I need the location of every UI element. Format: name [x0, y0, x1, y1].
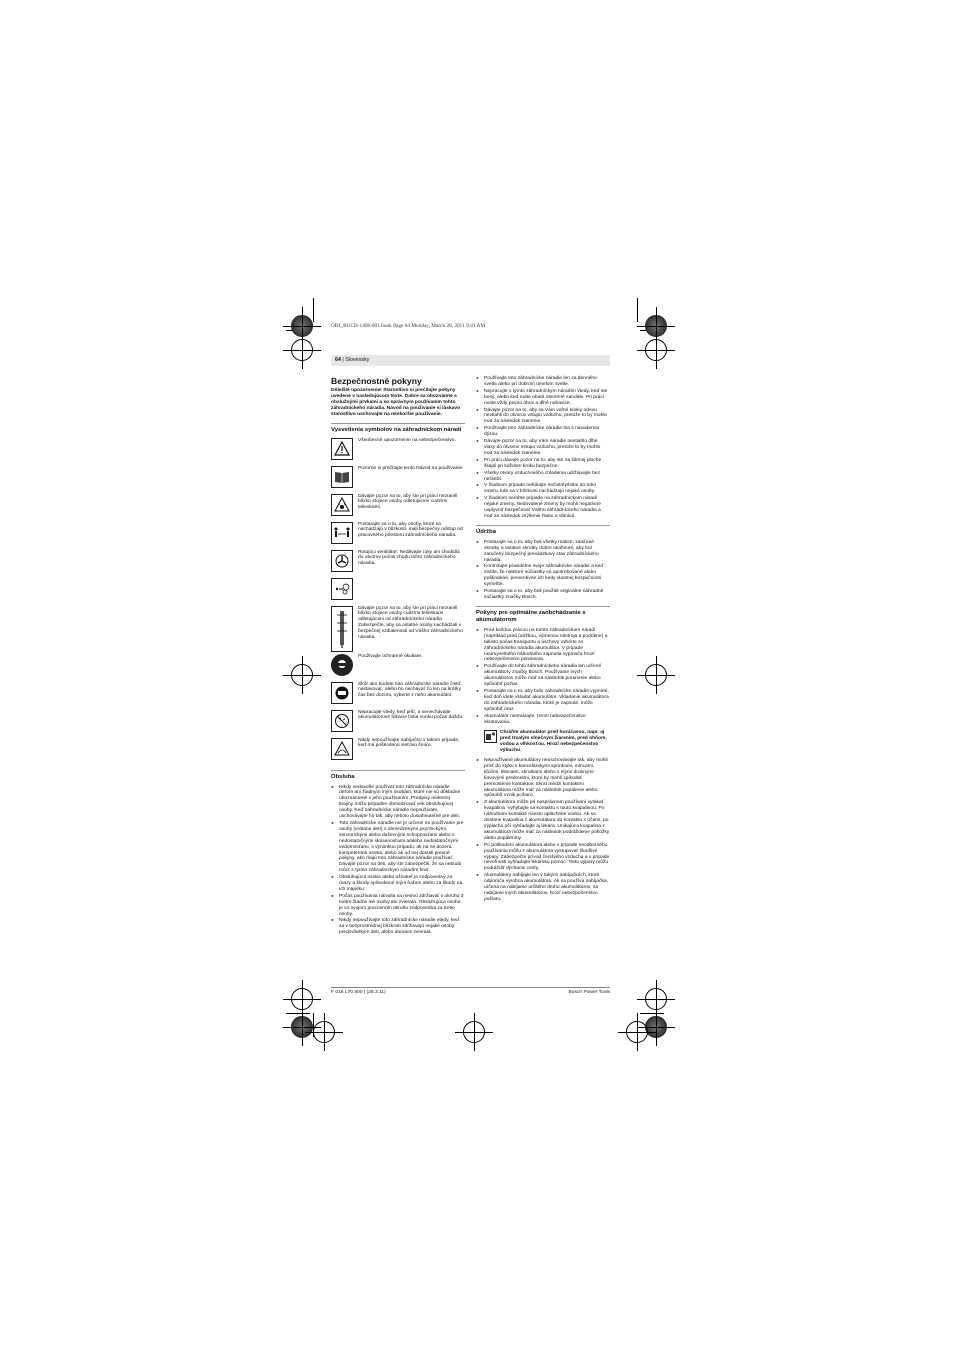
- crop-mark: [640, 1013, 664, 1014]
- list-item: ► Toto záhradnícke náradie nie je určené na používanie pre osoby (vrátane detí) s obmedzenými psychickými, senzorickými alebo duševnými schopnosťami alebo s nedostatočnými skúsenosťami a/alebo nedostatočnými vedomosťami, s výnimkou prípadu, ak na ne dozerá kompetentná osoba, alebo ak od nej dostali presné pokyny, ako majú toto záhradnícke náradie používať. Dávajte pozor na deti, aby ste zabezpečili, že sa nebudú môcť s týmto záhradníckym náradím hrať.: [331, 821, 465, 874]
- list-item: ► Kontrolujte pravidelne svoje záhradnícke náradie a keď zistíte, že niektoré súčiastky sú opotrebované alebo poškodené, preventívne ich kedy vlastnej bezpečnosti vymeňte.: [476, 564, 610, 588]
- list-item: ► Akumulátor neotvárajte. Hrozí nebezpečenstvo skratovania.: [476, 714, 610, 726]
- crop-mark: [313, 298, 314, 322]
- list-item: ► Obsluhujúca osoba alebo užívateľ je zodpovedný za úrazy a škody spôsobené iným ľuďom alebo za škody na ich majetku.: [331, 875, 465, 893]
- battery-heading: Pokyny pre optimálne zaobchádzanie s akumulátorom: [476, 606, 610, 624]
- list-item: ► Používajte do tohto záhradníckeho náradia len určené akumulátory značky Bosch. Používanie iných akumulátorov môže mať za následok poranenie alebo spôsobiť požiar.: [476, 664, 610, 688]
- symbol-text: Nikdy nepoužívajte nabíjačku v takom prípade, keď má poškodenú sieťovú šnúru.: [358, 737, 460, 749]
- list-item: ► Dávajte pozor na to, aby sa Vám voľné kúsky odevu nevtiahli do otvorov vstupu vzduchu, pretože to by mohlo mať za následok zranenie.: [476, 408, 610, 426]
- operation-list: [331, 785, 465, 937]
- list-item: ► Postarajte sa o to, aby boli všetky matice, zaisťané skrutky a ostatné skrutky dobre utiahnuté, aby bol zaručený bezpečný prevádzkový stav záhradníckeho náradia.: [476, 540, 610, 564]
- registration-mark-icon: [645, 988, 667, 1010]
- crop-mark: [637, 298, 638, 322]
- manual-icon: [331, 466, 353, 488]
- symbol-row: [331, 438, 465, 464]
- registration-mark-icon: [645, 664, 667, 686]
- registration-mark-icon: [645, 339, 667, 361]
- symbol-text: Dávajte pozor na to, aby ste pri práci nezranili blízko stojace osoby odletujúcimi cudzími telieskami.: [358, 493, 458, 511]
- list-item: ► Nikdy nedovoľte používať toto záhradnícke náradie deťom ani žiadnym iným osobám, ktoré nie sú dôkladne oboznámené s jeho používaním. Predpisy niektorej krajiny môžu prípadne obmedzovať vek obsluhujúcej osoby. Keď záhradnícke náradie nepoužívate, uschovávajte ho tak, aby nebolo dosiahnuteľné pre deti.: [331, 785, 465, 820]
- list-item: ► Počas používania náradia sa nesmú zdržiavať v okruhu 3 metre žiadne iné osoby ani zvieratá. Obsluhujúca osoba je so svojom pracovnom okruhu zodpovedná za tretie osoby.: [331, 894, 465, 918]
- operation-heading: Obsluha: [331, 770, 465, 781]
- symbol-row: [331, 550, 465, 576]
- damaged-cord-icon: [331, 738, 353, 760]
- nozzle-icon: [331, 578, 353, 600]
- symbol-row: [331, 466, 465, 492]
- general-list: [476, 376, 610, 520]
- symbol-text: Nepracujte vtedy, keď prší, a nenechávajte akumulátorové fúkacie lístia vonku počas dažďa.: [358, 709, 464, 721]
- symbol-text: Postarajte sa o to, aby osoby, ktoré sa nachádzajú v blízkosti, mali bezpečný odstup od pracovného priestoru záhradníckeho náradia.: [358, 521, 463, 539]
- no-wet-leaves-icon: [331, 710, 353, 732]
- list-item: ► Po poškodení akumulátora alebo v prípade neodborného používania môžu z akumulátora vystupovať škodlivé výpary. Zabezpečte prívod čerstvého vzduchu a v prípade nevoľnosti vyhľadajte lekársku pomoc. Tieto výpary môžu podráždiť dýchacie cesty.: [476, 843, 610, 873]
- symbol-row: [331, 606, 465, 652]
- list-item: ► Nikdy nepoužívajte toto záhradnícke náradie vtedy, keď sa v bezprostrednej blízkosti zdržiavajú nejaké osoby, predovšetkým deti, alebo domáce zvieratá.: [331, 918, 465, 936]
- list-item: ► V žiadnom prípade nefúkajte nečistoty/lístie do toho smeru, kde sa v blízkosti nachádzajú nejaké osoby.: [476, 483, 610, 495]
- maintenance-list: [476, 540, 610, 601]
- symbol-row: [331, 522, 465, 548]
- keep-distance-icon: [331, 522, 353, 544]
- battery-warning-text: Chráňte akumulátor pred horúčavou, napr. aj pred trvalým slnečným žiarením, pred ohňom, vodou a vlhkosťou. Hrozí nebezpečenstvo výbuchu.: [500, 730, 607, 754]
- symbol-text: Používajte ochranné okuliare.: [358, 653, 423, 659]
- footer-rule: [331, 987, 610, 988]
- page-number: 64: [335, 357, 341, 363]
- left-column: [331, 376, 465, 941]
- battery-list: [476, 628, 610, 726]
- symbol-text: Dávajte pozor na to, aby ste pri práci nezranili blízko stojace osoby cudzími telieskami odletujúcimi od záhradníckeho náradia. Zabezpečte, aby sa ostatné osoby nachádzali v bezpečnej vzdialenosti od Vášho záhradníckeho náradia.: [358, 605, 463, 641]
- list-item: ► Postarajte sa o to, aby boli použité originálne náhradné súčiastky značky Bosch.: [476, 589, 610, 601]
- symbol-row: [331, 494, 465, 520]
- unplug-icon: [331, 682, 353, 704]
- list-item: ► Nepracujte s týmto záhradníckym náradím vtedy, keď ste bosý, alebo keď máte obuté otvorené sandále. Pri práci noste vždy pevnú obuv a dlhé nohavice.: [476, 389, 610, 407]
- footer-doc-number: F 016 L70 800 | (28.3.11): [331, 990, 386, 995]
- right-column: [476, 376, 610, 908]
- registration-mark-icon: [291, 664, 313, 686]
- symbol-text: Všeobecné upozornenie na nebezpečenstvo.: [358, 437, 456, 443]
- list-item: ► Z akumulátora môže pri nesprávnom používaní vytekať kvapalina. Vyhýbajte sa kontaktu s touto kvapalinou. Po náhodnom kontakte miesto opláchnite vodou. Ak sa dostane kvapalina z akumulátora do kontaktu s očami, po výplachu očí vyhľadajte aj lekára. Unikajúca kvapalina z akumulátora môže mať za následok podráždenie pokožky alebo popáleniny.: [476, 800, 610, 841]
- list-item: ► Pred každou prácou na tomto záhradníckom náradí (napríklad pred údržbou, výmenou nástroja a podobne) a takisto počas transportu a úschovy vyberte zo záhradníckeho náradia akumulátor. V prípade neúmyselného náhodného zapnutia vypínača hrozí nebezpečenstvo poranenia.: [476, 628, 610, 663]
- crop-mark: [286, 1013, 310, 1014]
- registration-mark-icon: [313, 1021, 335, 1043]
- symbol-row: [331, 710, 465, 736]
- protective-glasses-icon: [331, 654, 353, 676]
- list-item: ► V žiadnom nerobte prípade na záhradníckom náradí nejaké zmeny. Nedovolené zmeny by mohli negatívne ovplyvniť bezpečnosť Vášho záhradníckeho náradia a mať za následok zvýšenie hluku a vibrácií.: [476, 496, 610, 520]
- footer-brand: Bosch Power Tools: [568, 990, 610, 995]
- header-language: Slovensky: [345, 357, 370, 363]
- symbol-row: [331, 738, 465, 764]
- intro-text: Dôležité upozornenie! Starostlivo si prečítajte pokyny uvedené v nasledujúcom texte. Dobre sa oboznámte s obslužnými prvkami a so správnym používaním tohto záhradníckeho náradia. Návod na používanie si láskavo starostlivo uschovajte na neskoršie používanie.: [331, 388, 461, 417]
- battery-warning: [484, 730, 610, 754]
- symbol-row: [331, 682, 465, 708]
- heat-warning-icon: [484, 730, 497, 743]
- registration-mark-icon: [291, 1016, 313, 1038]
- registration-mark-icon: [626, 1021, 648, 1043]
- symbol-row: [331, 578, 465, 604]
- registration-mark-icon: [291, 988, 313, 1010]
- flying-debris-icon: [331, 494, 353, 516]
- list-item: ► Používajte toto záhradnícke náradie iba s nasadenou dýzou.: [476, 426, 610, 438]
- rotating-fan-icon: [331, 550, 353, 572]
- list-item: ► Postarajte sa o to, aby bolo záhradnícke náradie vypnuté, keď doň idete vkladať akumulátor. Vkladanie akumulátora do záhradníckeho náradia, ktoré je zapnuté, môže spôsobiť úraz.: [476, 689, 610, 713]
- section-title: Bezpečnostné pokyny: [331, 376, 422, 386]
- battery-list-continued: [476, 758, 610, 903]
- symbols-heading: Vysvetlenia symbolov na záhradníckom náradí: [331, 423, 465, 434]
- list-item: ► Všetky otvory vzduchového chladenia udržiavajte bez nečistôt.: [476, 471, 610, 483]
- warning-icon: [331, 438, 353, 460]
- symbol-text: Pozorne si prečítajte tento Návod na používanie.: [358, 465, 464, 471]
- symbol-text: Rotujúci ventilátor: Nedávajte ruky ani chodidlá do otvorov počas chodu tohto záhradníckeho náradia.: [358, 549, 460, 567]
- registration-mark-icon: [645, 1016, 667, 1038]
- symbol-row: [331, 654, 465, 680]
- list-item: ► Akumulátory nabíjajte len v takých nabíjačkách, ktoré odporúča výrobca akumulátora. Ak sa používa nabíjačka, určená na nabíjanie určitého druhu akumulátorov, na nabíjanie iných akumulátorov, hrozí nebezpečenstvo požiaru.: [476, 873, 610, 903]
- tubes-icon: [331, 606, 353, 652]
- list-item: ► Nepoužívané akumulátory neuschovávajte tak, aby mohli prísť do styku s kancelárskymi sponkami, mincami, kľúčmi, klincami, skrutkami alebo s inými drobnými kovovými predmetmi, ktoré by mohli spôsobiť premostenie kontaktov. Skrat medzi kontaktmi akumulátora môže mať za následok popálenie alebo spôsobiť vznik požiaru.: [476, 758, 610, 799]
- print-slug: OBJ_BUCH-1406-001.book Page 64 Monday, March 28, 2011 9:41 AM: [331, 323, 486, 329]
- page-header: 64 | Slovensky: [331, 355, 610, 366]
- registration-mark-icon: [463, 1021, 485, 1043]
- list-item: ► Pri práci dávajte pozor na to, aby ste na šikmej ploche šliapli pri každom kroku bezpečne.: [476, 458, 610, 470]
- maintenance-heading: Údržba: [476, 525, 610, 536]
- list-item: ► Dávajte pozor na to, aby Vám náradie nevtiahlo dlhé vlasy do otvorov vstupu vzduchu, pretože to by mohlo mať za následok zranenie.: [476, 439, 610, 457]
- list-item: ► Používajte toto záhradnícke náradie len za denného svetla alebo pri dobrom umelom svetle.: [476, 376, 610, 388]
- symbol-text: Skôr ako budete toto záhradnícke náradie čistiť, nastavovať, alebo ho nechávať čo len na krátky čas bez dozoru, vyberte z neho akumulátor.: [358, 681, 462, 699]
- registration-mark-icon: [291, 339, 313, 361]
